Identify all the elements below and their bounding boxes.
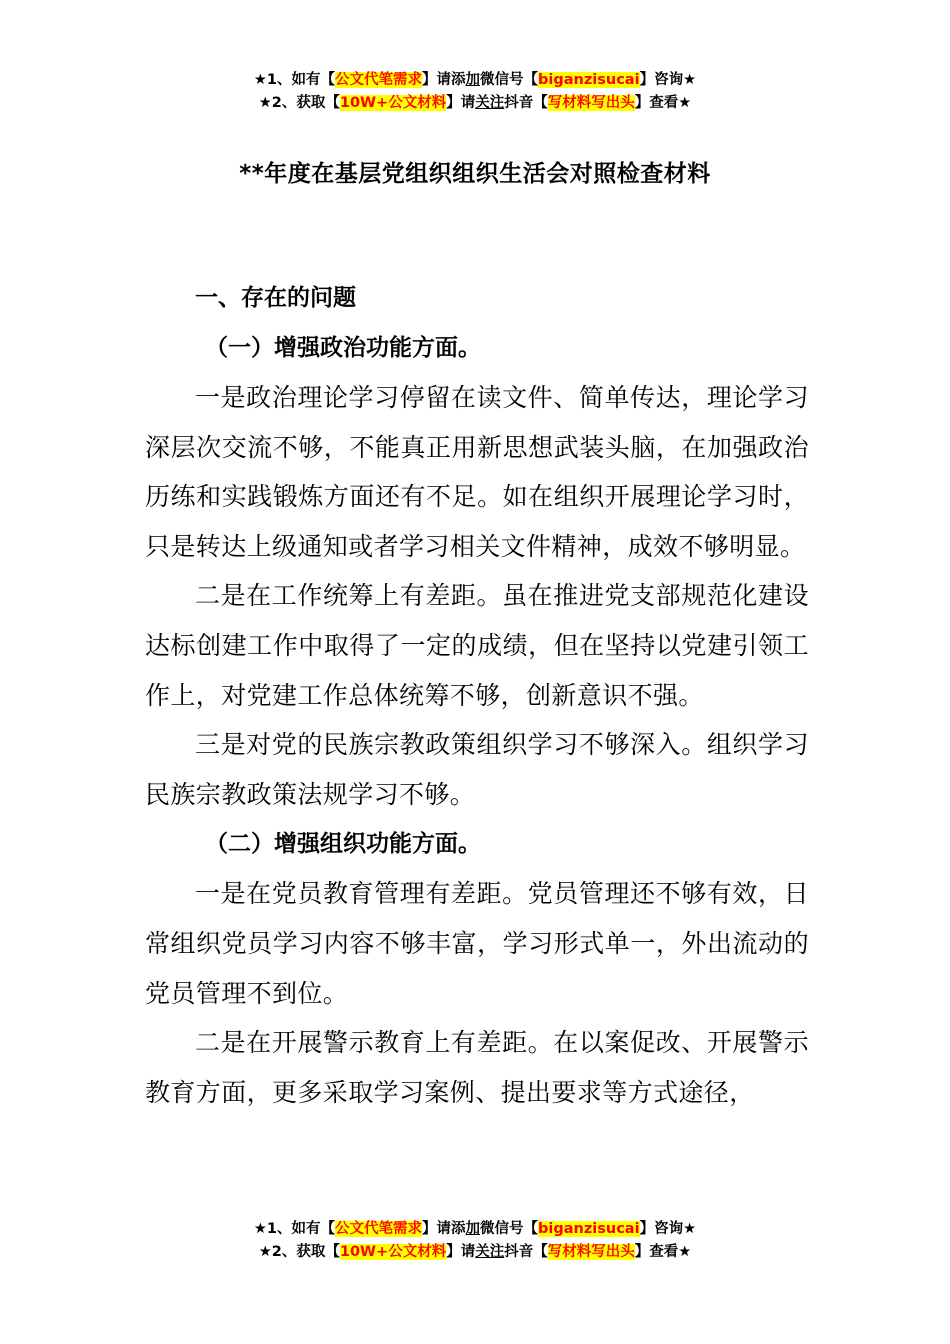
banner-text: ★1、如有【	[253, 1221, 336, 1237]
subsection-heading: （一）增强政治功能方面。	[205, 335, 481, 361]
banner-highlight: 公文代笔需求	[335, 1221, 423, 1237]
banner-underline-text: 关注	[475, 1244, 505, 1260]
banner-text: 】查看★	[634, 95, 692, 111]
banner-text: 微信号【	[480, 72, 539, 88]
banner-text: 】咨询★	[639, 1221, 697, 1237]
paragraph: 一是政治理论学习停留在读文件、简单传达，理论学习深层次交流不够，不能真正用新思想武装头脑，在加强政治历练和实践锻炼方面还有不足。如在组织开展理论学习时，只是转达上级通知或者学习相关文件精神，成效不够明显。	[145, 383, 809, 561]
banner-underline-text: 加	[465, 72, 481, 88]
banner-text: 抖音【	[504, 95, 548, 111]
paragraph: 二是在开展警示教育上有差距。在以案促改、开展警示教育方面，更多采取学习案例、提出要求等方式途径，	[145, 1028, 809, 1107]
banner-highlight: biganzisucai	[538, 1221, 640, 1237]
banner-highlight: biganzisucai	[538, 72, 640, 88]
banner-line-1	[0, 69, 950, 92]
banner-highlight: 写材料写出头	[547, 95, 635, 111]
banner-highlight: 公文代笔需求	[335, 72, 423, 88]
banner-line-2	[0, 92, 950, 115]
banner-text: 】请添	[422, 72, 466, 88]
banner-underline-text: 关注	[475, 95, 505, 111]
banner-text: 】请	[446, 1244, 476, 1260]
banner-text: ★2、获取【	[258, 1244, 340, 1260]
banner-highlight: 10W+公文材料	[339, 1244, 447, 1260]
section-heading: 一、存在的问题	[195, 285, 356, 311]
banner-text: 】查看★	[634, 1244, 692, 1260]
banner-text: 】请	[446, 95, 476, 111]
banner-line-2	[0, 1241, 950, 1264]
banner-text: ★2、获取【	[258, 95, 340, 111]
paragraph: 二是在工作统筹上有差距。虽在推进党支部规范化建设达标创建工作中取得了一定的成绩，但在坚持以党建引领工作上，对党建工作总体统筹不够，创新意识不强。	[145, 581, 809, 710]
banner-text: 抖音【	[504, 1244, 548, 1260]
header-banner	[0, 69, 950, 115]
banner-text: 】请添	[422, 1221, 466, 1237]
banner-line-1	[0, 1218, 950, 1241]
banner-highlight: 10W+公文材料	[339, 95, 447, 111]
banner-text: 微信号【	[480, 1221, 539, 1237]
footer-banner	[0, 1218, 950, 1264]
paragraph: 一是在党员教育管理有差距。党员管理还不够有效，日常组织党员学习内容不够丰富，学习形式单一，外出流动的党员管理不到位。	[145, 879, 809, 1008]
document-title: **年度在基层党组织组织生活会对照检查材料	[239, 161, 711, 187]
document-body	[145, 273, 809, 1117]
paragraph: 三是对党的民族宗教政策组织学习不够深入。组织学习民族宗教政策法规学习不够。	[145, 730, 809, 809]
banner-text: 】咨询★	[639, 72, 697, 88]
banner-highlight: 写材料写出头	[547, 1244, 635, 1260]
banner-text: ★1、如有【	[253, 72, 336, 88]
subsection-heading: （二）增强组织功能方面。	[205, 831, 481, 858]
banner-underline-text: 加	[465, 1221, 481, 1237]
